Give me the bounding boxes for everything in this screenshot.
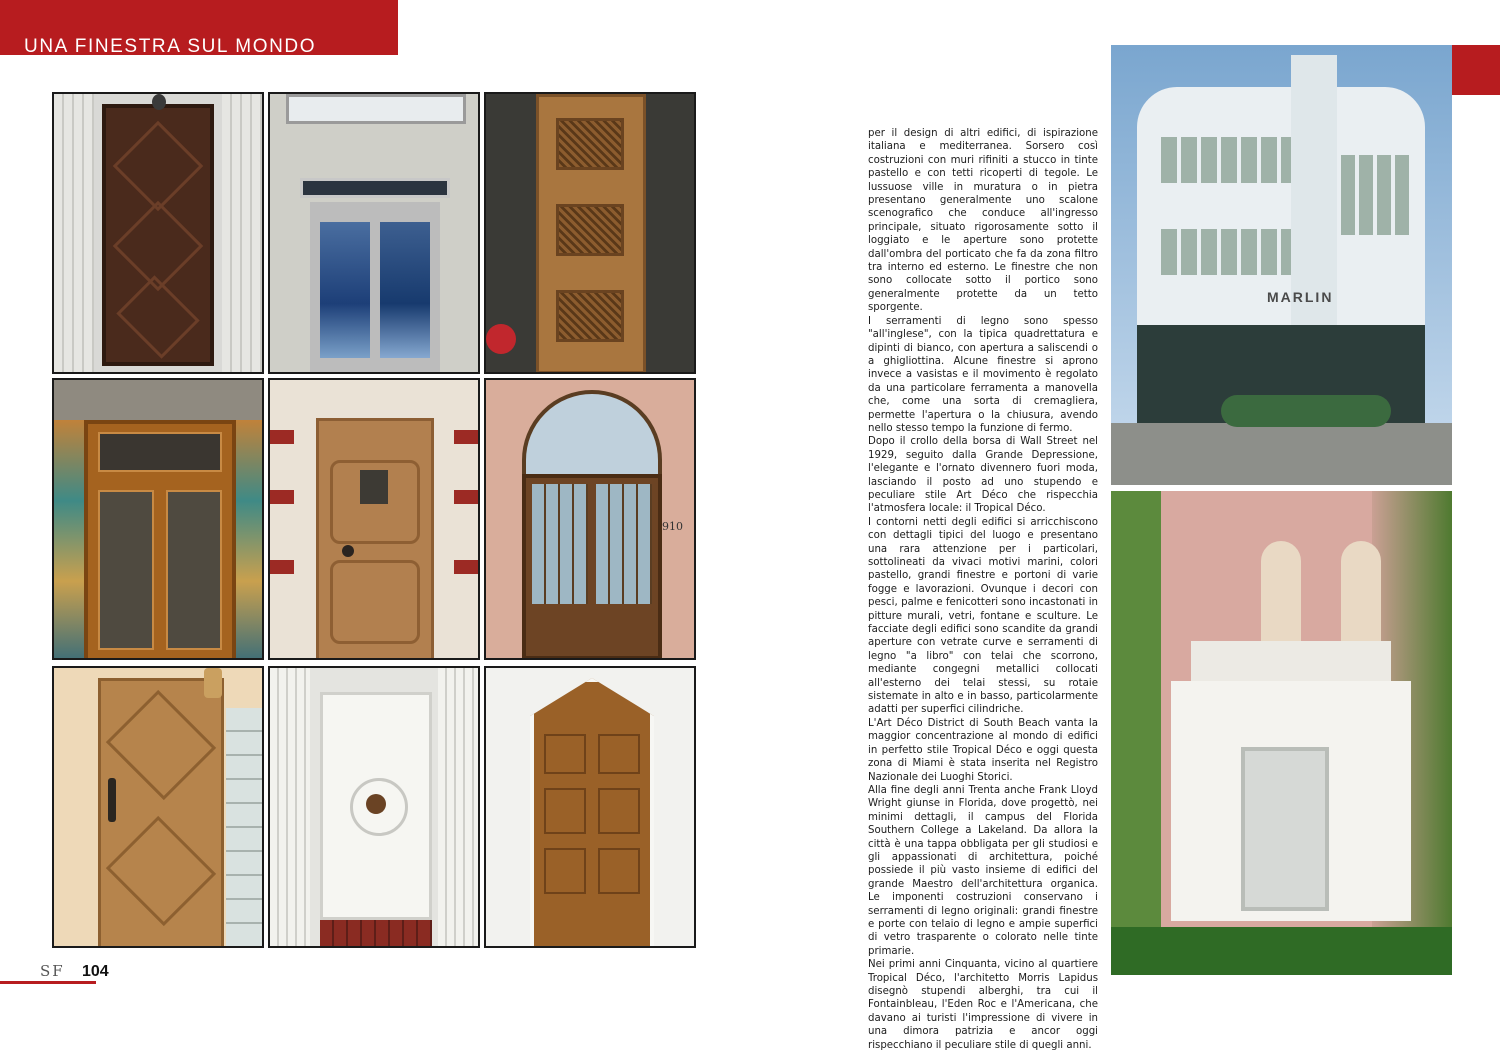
door-photo-5: [268, 378, 480, 660]
magazine-logo: SF: [40, 962, 65, 980]
door-photo-3: [484, 92, 696, 374]
article-paragraph: Alla fine degli anni Trenta anche Frank Lloyd Wright giunse in Florida, dove progettò, nei minimi dettagli, il campus del Florida Southern College a Lakeland. Da allora la città è una tappa obbligata per gli studiosi e gli appassionati di architettura, poiché possiede il più vasto insieme di edifici del grande Maestro dell'architettura organica. Le imponenti costruzioni conservano i serramenti di legno originali: grandi finestre e porte con telaio di legno e ampie superfici di vetro trasparente o colorato nelle tinte primarie.: [868, 784, 1098, 957]
house-number: 910: [662, 520, 683, 533]
footer-accent-rule: [0, 981, 96, 984]
building-photo-pink-entrance: [1111, 491, 1452, 975]
article-paragraph: L'Art Déco District di South Beach vanta la maggior concentrazione al mondo di edifici in perfetto stile Tropical Déco e oggi questa zona di Miami è stata inserita nel Registro Nazionale dei Luoghi Storici.: [868, 717, 1098, 783]
building-photo-marlin: [1111, 45, 1452, 485]
door-photo-6: [484, 378, 696, 660]
section-title: UNA FINESTRA SUL MONDO: [24, 36, 317, 57]
article-paragraph: I contorni netti degli edifici si arricchiscono con dettagli tipici del luogo e presentano una rara attenzione per i particolari, sottolineati da vivaci motivi marini, colori pastello, grandi finestre e portoni di varie fogge e lavorazioni. Ovunque i decori con pesci, palme e fenicotteri sono incastonati in pitture murali, vetri, fontane e sculture. Le facciate degli edifici sono scandite da grandi aperture con vetrate curve e serramenti di legno "a libro" con telai che scorrono, mediante congegni metallici collocati all'esterno dei telai stessi, su rotaie sistemate in alto e in basso, particolarmente adatti per superfici cilindriche.: [868, 516, 1098, 716]
door-photo-1: [52, 92, 264, 374]
page-tab-marker: [1452, 45, 1500, 95]
door-photo-7: [52, 666, 264, 948]
door-photo-9: [484, 666, 696, 948]
article-paragraph: Dopo il crollo della borsa di Wall Street nel 1929, seguito dalla Grande Depressione, l'elegante e l'ornato divennero fuori moda, lasciando il posto ad uno stupendo e peculiare stile Art Déco che rispecchia l'atmosfera locale: il Tropical Déco.: [868, 436, 1098, 515]
article-body: [868, 127, 1098, 1052]
hotel-sign: MARLIN: [1267, 289, 1334, 305]
door-photo-2: [268, 92, 480, 374]
article-paragraph: per il design di altri edifici, di ispirazione italiana e mediterranea. Sorsero così costruzioni con muri rifiniti a stucco in tinte pastello e con tetti ricoperti di tegole. Le lussuose ville in muratura o in pietra presentano generalmente uno scalone scenografico che conduce all'ingresso principale, situato rigorosamente sotto il loggiato e le aperture sono protette dall'ombra del porticato che fa da zona filtro tra interno ed esterno. Le finestre che non sono collocate sotto il portico sono generalmente protette da un tetto sporgente.: [868, 128, 1098, 314]
article-paragraph: Nei primi anni Cinquanta, vicino al quartiere Tropical Déco, l'architetto Morris Lapidus disegnò stupendi alberghi, tra cui il Fontainbleau, l'Eden Roc e l'Americana, che davano ai turisti l'impressione di vivere in una dimora patrizia e ancor oggi rispecchiano il peculiare stile di quegli anni.: [868, 959, 1098, 1051]
door-photo-8: [268, 666, 480, 948]
door-photo-4: [52, 378, 264, 660]
article-paragraph: I serramenti di legno sono spesso "all'inglese", con la tipica quadrettatura e dipinti di bianco, con apertura a saliscendi o a ghigliottina. Alcune finestre si aprono invece a vasistas e il movimento è regolato da una particolare ferramenta a manovella che, come una sorta di cremagliera, permette l'apertura o la chiusura, avendo nello stesso tempo la funzione di fermo.: [868, 315, 1098, 434]
page-number: 104: [82, 963, 109, 980]
